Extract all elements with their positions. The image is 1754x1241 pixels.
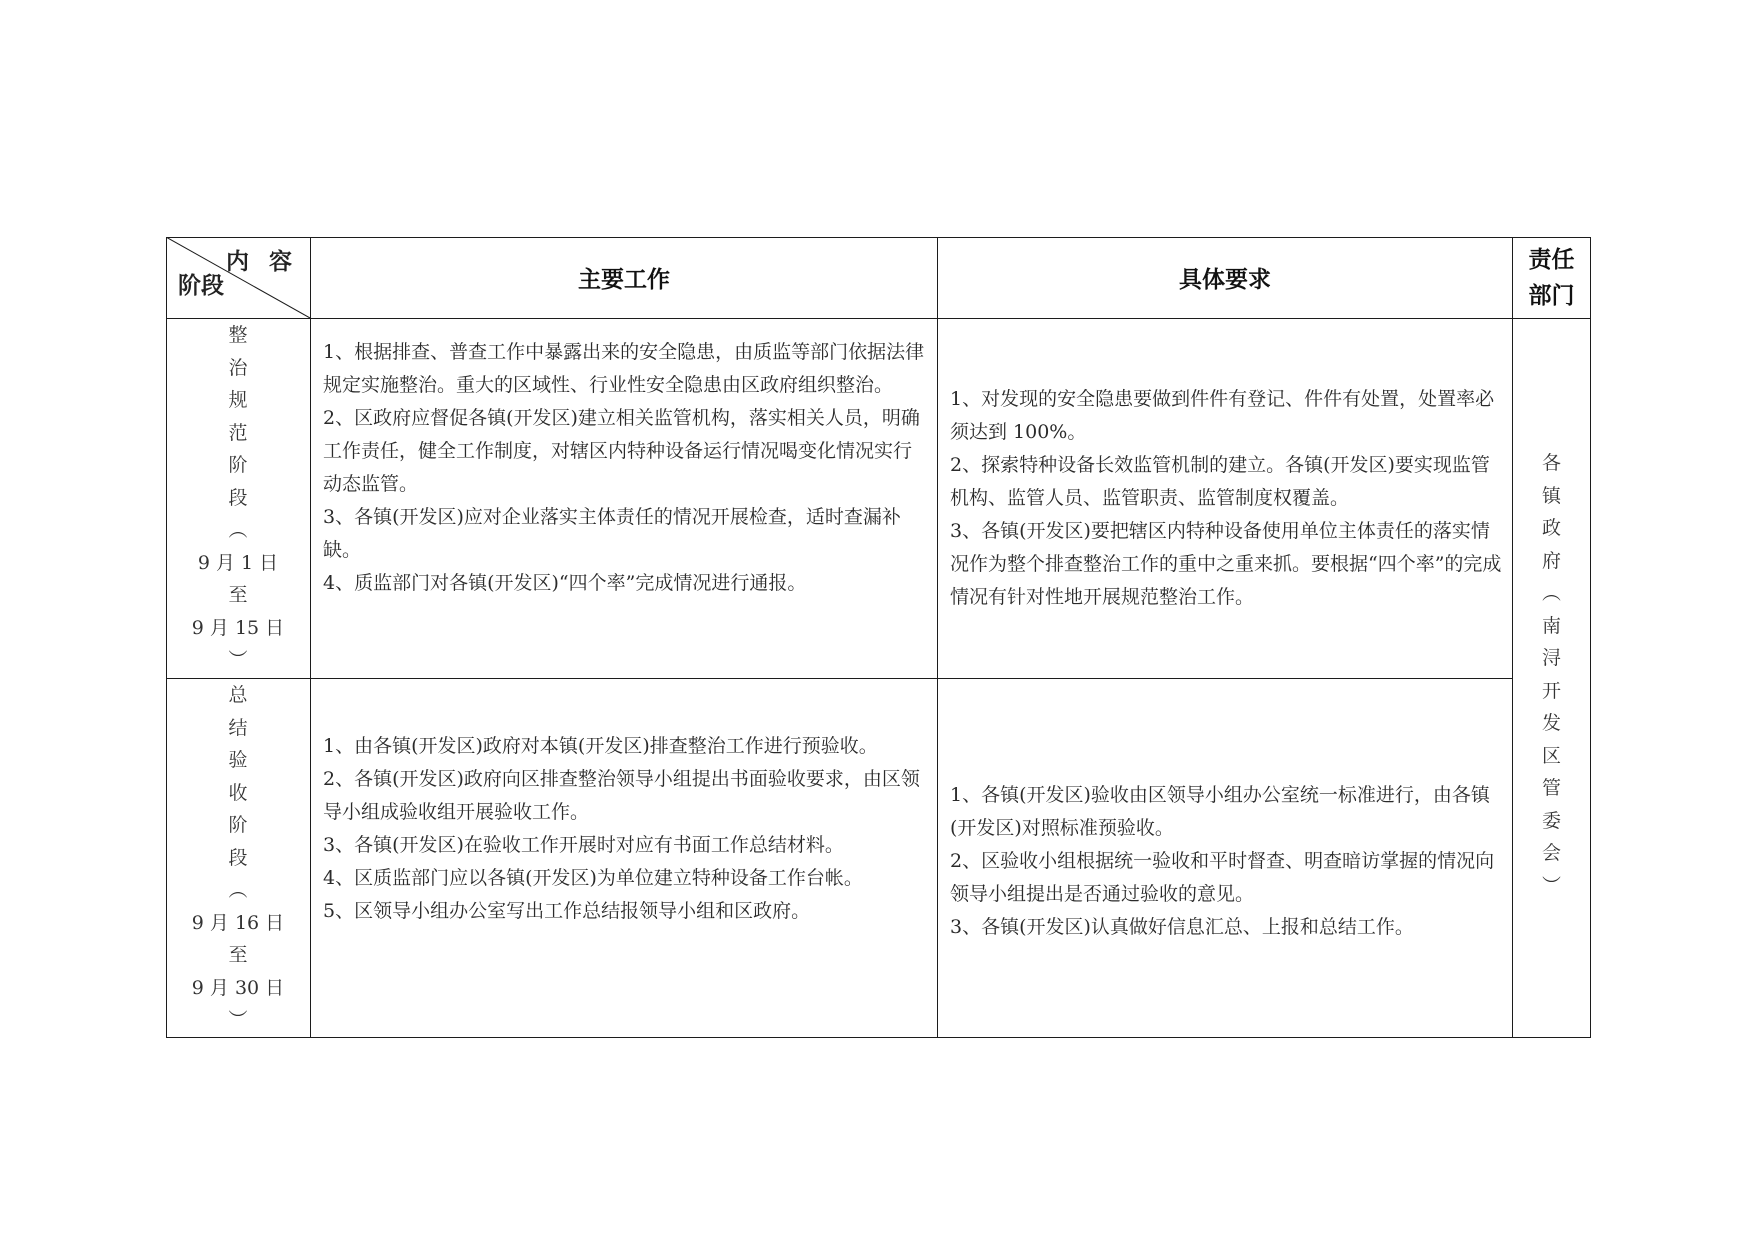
dept-char: 浔	[1541, 647, 1561, 669]
header-requirements: 具体要求	[1179, 267, 1271, 293]
main-work-item: 1、根据排查、普查工作中暴露出来的安全隐患，由质监等部门依据法律规定实施整治。重大的区域性、行业性安全隐患由区政府组织整治。	[323, 341, 925, 396]
dept-char: 镇	[1541, 484, 1561, 507]
stage-to: 至	[228, 584, 248, 606]
dept-char: 管	[1541, 777, 1561, 799]
stage-cell-rectification	[166, 319, 310, 678]
stage-char: 阶	[228, 454, 248, 476]
dept-paren-close: ︶	[1541, 874, 1561, 897]
main-work-cell-acceptance	[311, 679, 937, 1037]
stage-paren-open: ︵	[228, 519, 248, 541]
header-responsible-line2: 部门	[1528, 282, 1575, 309]
stage-char: 收	[228, 781, 248, 804]
stage-paren-close: ︶	[228, 649, 248, 671]
requirement-item: 2、区验收小组根据统一验收和平时督查、明查暗访掌握的情况向领导小组提出是否通过验收的意见。	[950, 850, 1495, 905]
dept-char: 开	[1541, 679, 1561, 702]
stage-char: 范	[228, 421, 248, 444]
stage-end-date: 9 月 30 日	[191, 976, 285, 999]
stage-to: 至	[228, 944, 248, 966]
main-work-item: 3、各镇(开发区)在验收工作开展时对应有书面工作总结材料。	[323, 834, 844, 856]
main-work-item: 2、各镇(开发区)政府向区排查整治领导小组提出书面验收要求，由区领导小组成验收组开展验收工作。	[323, 768, 920, 823]
stage-char: 结	[228, 716, 248, 739]
requirement-item: 2、探索特种设备长效监管机制的建立。各镇(开发区)要实现监管机构、监管人员、监管职责、监管制度权覆盖。	[950, 454, 1490, 509]
stage-char: 验	[228, 749, 248, 771]
main-work-cell-rectification	[311, 319, 937, 678]
stage-paren-open: ︵	[228, 879, 248, 901]
requirements-cell-rectification	[938, 319, 1512, 678]
header-responsible-line1: 责任	[1528, 246, 1575, 273]
table-border-bottom	[166, 1037, 1590, 1038]
stage-cell-acceptance	[166, 679, 310, 1037]
main-work-item: 1、由各镇(开发区)政府对本镇(开发区)排查整治工作进行预验收。	[323, 735, 878, 757]
dept-char: 委	[1541, 809, 1561, 832]
dept-char: 各	[1541, 452, 1561, 474]
stage-char: 整	[228, 324, 248, 346]
main-work-item: 2、区政府应督促各镇(开发区)建立相关监管机构，落实相关人员，明确工作责任，健全工作制度，对辖区内特种设备运行情况喝变化情况实行动态监管。	[323, 407, 920, 495]
corner-stage-label: 阶段	[178, 273, 224, 299]
requirement-item: 1、各镇(开发区)验收由区领导小组办公室统一标准进行，由各镇(开发区)对照标准预验收。	[950, 784, 1490, 839]
corner-header-cell	[166, 237, 310, 318]
dept-paren-open: ︵	[1541, 582, 1561, 604]
stage-char: 治	[228, 356, 248, 379]
main-work-item: 4、区质监部门应以各镇(开发区)为单位建立特种设备工作台帐。	[323, 867, 863, 889]
stage-char: 阶	[228, 814, 248, 836]
main-work-item: 4、质监部门对各镇(开发区)“四个率”完成情况进行通报。	[323, 572, 807, 594]
stage-char: 规	[228, 389, 248, 411]
requirement-item: 3、各镇(开发区)要把辖区内特种设备使用单位主体责任的落实情况作为整个排查整治工作的重中之重来抓。要根据“四个率”的完成情况有针对性地开展规范整治工作。	[950, 520, 1502, 608]
main-work-item: 3、各镇(开发区)应对企业落实主体责任的情况开展检查，适时查漏补缺。	[323, 506, 901, 561]
dept-char: 南	[1541, 614, 1561, 637]
work-plan-table	[166, 237, 1590, 1037]
table-border-right	[1590, 237, 1591, 1038]
dept-char: 发	[1541, 712, 1561, 734]
stage-char: 总	[228, 684, 248, 706]
stage-start-date: 9 月 1 日	[197, 551, 279, 574]
header-responsible-dept	[1513, 237, 1590, 318]
dept-char: 区	[1541, 744, 1561, 767]
stage-char: 段	[228, 486, 248, 509]
responsible-dept-cell	[1513, 319, 1590, 1037]
dept-char: 府	[1541, 549, 1561, 572]
requirement-item: 1、对发现的安全隐患要做到件件有登记、件件有处置，处置率必须达到 100%。	[950, 388, 1495, 443]
requirements-cell-acceptance	[938, 679, 1512, 1037]
dept-char: 政	[1541, 517, 1561, 539]
stage-paren-close: ︶	[228, 1009, 248, 1031]
header-main-work: 主要工作	[578, 267, 670, 293]
main-work-item: 5、区领导小组办公室写出工作总结报领导小组和区政府。	[323, 900, 811, 922]
stage-end-date: 9 月 15 日	[191, 616, 285, 639]
stage-start-date: 9 月 16 日	[191, 911, 285, 934]
requirement-item: 3、各镇(开发区)认真做好信息汇总、上报和总结工作。	[950, 916, 1414, 938]
stage-char: 段	[228, 846, 248, 869]
dept-char: 会	[1541, 842, 1561, 864]
corner-content-label: 内 容	[225, 249, 298, 275]
